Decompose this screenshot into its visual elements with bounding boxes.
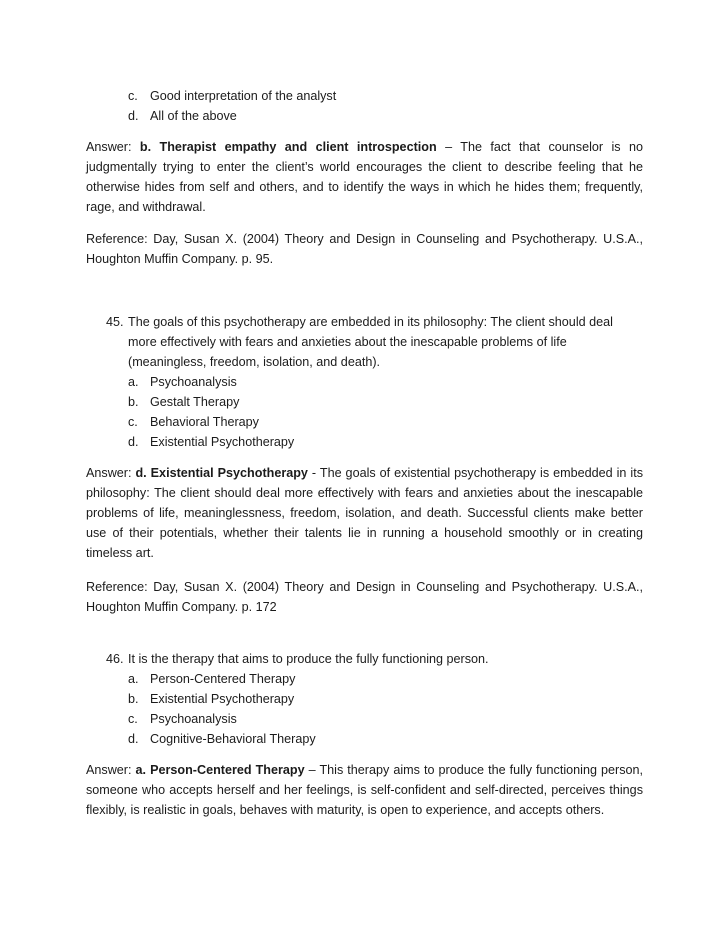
option-46-d bbox=[128, 729, 648, 749]
answer-46 bbox=[86, 760, 643, 820]
answer-prefix: Answer: bbox=[86, 763, 136, 777]
reference-45: Reference: Day, Susan X. (2004) Theory and Design in Counseling and Psychotherapy. U.S.A., Houghton Muffin Company. p. 172 bbox=[86, 580, 643, 614]
option-text: Existential Psychotherapy bbox=[150, 692, 295, 706]
option-45-a bbox=[128, 372, 648, 392]
option-letter: c. bbox=[128, 89, 138, 103]
option-text: Psychoanalysis bbox=[150, 712, 237, 726]
option-text: Person-Centered Therapy bbox=[150, 672, 296, 686]
answer-44 bbox=[86, 137, 643, 217]
answer-prefix: Answer: bbox=[86, 466, 136, 480]
answer-45 bbox=[86, 463, 643, 563]
option-text: Good interpretation of the analyst bbox=[150, 89, 337, 103]
answer-key: d. Existential Psychotherapy bbox=[135, 466, 308, 480]
option-letter: d. bbox=[128, 109, 139, 123]
option-text: Behavioral Therapy bbox=[150, 415, 259, 429]
option-letter: b. bbox=[128, 395, 139, 409]
question-number: 46. bbox=[106, 652, 124, 666]
option-text: Gestalt Therapy bbox=[150, 395, 240, 409]
option-44-d bbox=[128, 106, 648, 126]
answer-explanation: - The goals of existential psychotherapy is embedded in its philosophy: The client should deal more effectively with fears and anxieties about the inescapable problems of life, meaninglessness, freedom, isolation, and death. Successful clients make better use of their potentials, whether their talents lie in running a household smoothly or in creating timeless art. bbox=[86, 466, 643, 560]
answer-explanation: – The fact that counselor is no judgmentally trying to enter the client’s world encourages the client to describe feeling that he otherwise hides from self and others, and to identify the ways in which he hides them; frequently, rage, and withdrawal. bbox=[86, 140, 643, 214]
answer-key: a. Person-Centered Therapy bbox=[135, 763, 305, 777]
option-45-b bbox=[128, 392, 648, 412]
option-text: All of the above bbox=[150, 109, 237, 123]
option-letter: d. bbox=[128, 435, 139, 449]
option-letter: c. bbox=[128, 415, 138, 429]
question-number: 45. bbox=[106, 315, 124, 329]
option-44-c bbox=[128, 86, 648, 106]
question-text: The goals of this psychotherapy are embedded in its philosophy: The client should deal more effectively with fears and anxieties about the inescapable problems of life (meaningless, freedom, isolation, and death). bbox=[128, 315, 613, 369]
option-45-d bbox=[128, 432, 648, 452]
option-45-c bbox=[128, 412, 648, 432]
option-46-c bbox=[128, 709, 648, 729]
question-46 bbox=[106, 649, 646, 669]
option-letter: c. bbox=[128, 712, 138, 726]
option-letter: d. bbox=[128, 732, 139, 746]
option-46-a bbox=[128, 669, 648, 689]
option-letter: b. bbox=[128, 692, 139, 706]
question-45 bbox=[106, 312, 646, 372]
question-text: It is the therapy that aims to produce the fully functioning person. bbox=[128, 652, 489, 666]
reference-44: Reference: Day, Susan X. (2004) Theory and Design in Counseling and Psychotherapy. U.S.A., Houghton Muffin Company. p. 95. bbox=[86, 232, 643, 266]
option-letter: a. bbox=[128, 672, 139, 686]
option-letter: a. bbox=[128, 375, 139, 389]
answer-explanation: – This therapy aims to produce the fully functioning person, someone who accepts herself and her feelings, is self-confident and self-directed, perceives things flexibly, is realistic in goals, behaves with maturity, is open to experience, and accepts others. bbox=[86, 763, 644, 817]
option-46-b bbox=[128, 689, 648, 709]
answer-key: b. Therapist empathy and client introspection bbox=[139, 140, 437, 154]
option-text: Psychoanalysis bbox=[150, 375, 237, 389]
answer-prefix: Answer: bbox=[86, 140, 140, 154]
option-text: Existential Psychotherapy bbox=[150, 435, 295, 449]
option-text: Cognitive-Behavioral Therapy bbox=[150, 732, 316, 746]
